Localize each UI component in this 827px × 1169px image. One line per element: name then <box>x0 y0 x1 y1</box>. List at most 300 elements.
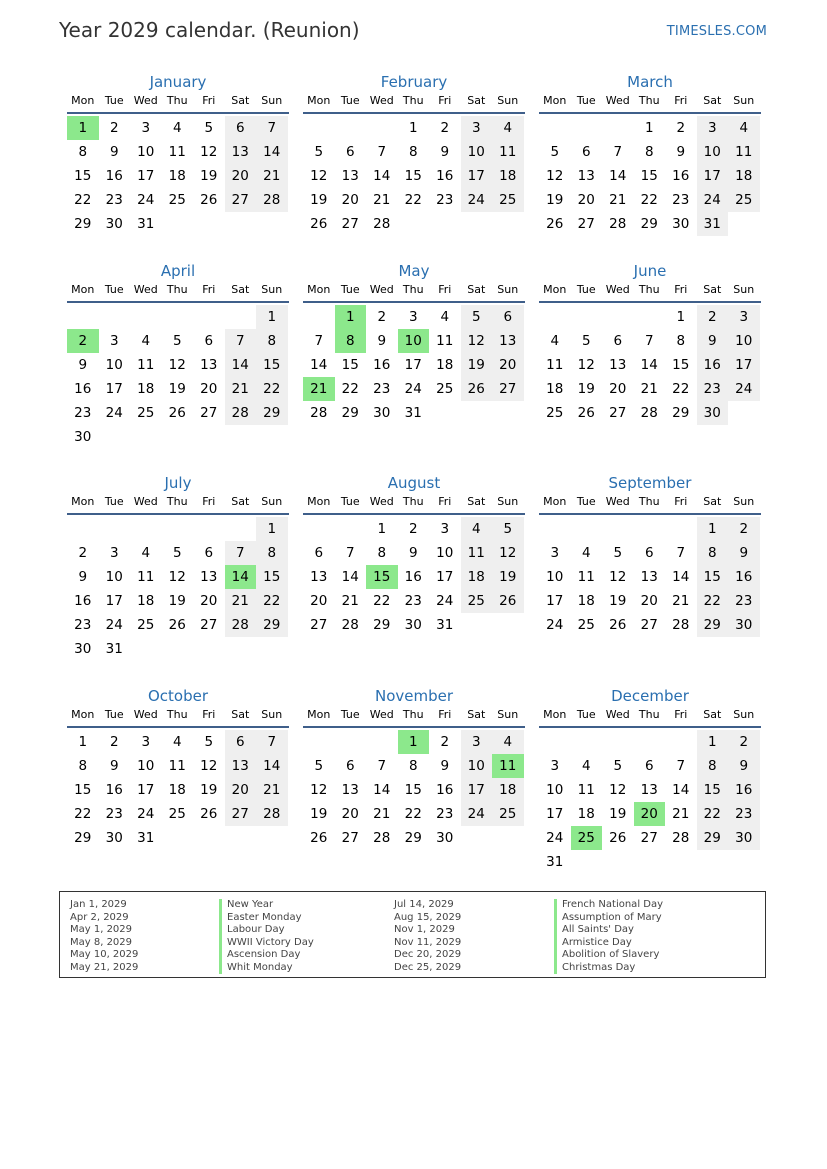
day-cell: 21 <box>640 381 658 397</box>
day-cell: 13 <box>577 168 595 184</box>
day-cell: 6 <box>581 144 591 160</box>
day-cell: 28 <box>609 216 627 232</box>
day-cell: 19 <box>310 806 328 822</box>
day-empty <box>366 730 398 754</box>
day-cell: 25 <box>137 405 155 421</box>
day-cell: 5 <box>581 333 591 349</box>
weekday-label: Thu <box>638 708 660 721</box>
day-cell: 24 <box>461 188 493 212</box>
day-cell: 15 <box>74 782 92 798</box>
day-cell: 9 <box>697 329 729 353</box>
day-cell: 15 <box>640 168 658 184</box>
day-cell: 11 <box>577 569 595 585</box>
day-cell: 19 <box>609 806 627 822</box>
day-cell: 8 <box>78 758 88 774</box>
day-cell: 27 <box>200 617 218 633</box>
day-cell: 14 <box>640 357 658 373</box>
day-cell: 16 <box>74 381 92 397</box>
holiday-date: Jul 14, 2029 <box>394 899 454 910</box>
day-cell: 23 <box>105 806 123 822</box>
day-cell: 16 <box>728 778 760 802</box>
day-cell: 25 <box>168 806 186 822</box>
day-cell: 4 <box>492 116 524 140</box>
holiday-name: New Year <box>227 899 274 910</box>
day-cell: 24 <box>436 593 454 609</box>
day-cell: 19 <box>609 593 627 609</box>
day-cell: 3 <box>440 521 450 537</box>
day-cell: 9 <box>440 758 450 774</box>
day-cell: 30 <box>74 429 92 445</box>
day-cell: 29 <box>256 401 288 425</box>
day-grid <box>303 305 525 425</box>
month-name: October <box>147 687 209 705</box>
day-cell: 10 <box>105 357 123 373</box>
day-cell: 29 <box>74 216 92 232</box>
month-may <box>303 261 525 425</box>
day-cell: 15 <box>404 782 422 798</box>
holiday-day: 20 <box>634 802 666 826</box>
day-cell: 22 <box>74 806 92 822</box>
day-cell: 27 <box>200 405 218 421</box>
day-cell: 24 <box>105 405 123 421</box>
day-cell: 20 <box>341 806 359 822</box>
weekday-label: Sat <box>231 94 250 107</box>
weekday-label: Mon <box>543 283 567 296</box>
day-cell: 15 <box>404 168 422 184</box>
day-cell: 17 <box>404 357 422 373</box>
holiday-day: 1 <box>398 730 430 754</box>
day-cell: 22 <box>404 192 422 208</box>
day-cell: 28 <box>256 802 288 826</box>
day-cell: 12 <box>492 541 524 565</box>
day-cell: 11 <box>577 782 595 798</box>
month-october <box>67 686 289 850</box>
holiday-dates-right <box>394 899 544 974</box>
weekday-label: Fri <box>202 708 216 721</box>
day-empty <box>602 730 634 754</box>
weekday-label: Fri <box>438 495 452 508</box>
day-cell: 14 <box>672 569 690 585</box>
day-cell: 13 <box>225 754 257 778</box>
day-cell: 21 <box>373 192 391 208</box>
day-cell: 1 <box>697 517 729 541</box>
day-cell: 28 <box>373 830 391 846</box>
day-cell: 28 <box>225 613 257 637</box>
month-name: January <box>149 73 207 91</box>
weekday-label: Fri <box>674 94 688 107</box>
day-cell: 6 <box>225 730 257 754</box>
day-grid <box>67 517 289 661</box>
day-cell: 10 <box>461 754 493 778</box>
day-cell: 14 <box>225 353 257 377</box>
day-cell: 2 <box>78 545 88 561</box>
day-cell: 16 <box>728 565 760 589</box>
day-cell: 3 <box>109 545 119 561</box>
weekday-label: Mon <box>307 708 331 721</box>
month-name: March <box>627 73 673 91</box>
day-empty <box>602 517 634 541</box>
weekday-label: Tue <box>576 708 596 721</box>
month-january <box>67 72 289 236</box>
day-cell: 27 <box>492 377 524 401</box>
weekday-label: Mon <box>71 283 95 296</box>
day-cell: 3 <box>408 309 418 325</box>
day-cell: 10 <box>461 140 493 164</box>
weekday-label: Fri <box>202 94 216 107</box>
day-cell: 8 <box>78 144 88 160</box>
weekday-label: Mon <box>71 495 95 508</box>
day-cell: 24 <box>137 192 155 208</box>
holiday-name: Christmas Day <box>562 961 636 973</box>
day-cell: 17 <box>137 168 155 184</box>
weekday-label: Tue <box>104 283 124 296</box>
weekday-header <box>303 708 525 728</box>
weekday-label: Tue <box>340 94 360 107</box>
weekday-label: Fri <box>674 708 688 721</box>
weekday-label: Fri <box>438 708 452 721</box>
day-cell: 13 <box>609 357 627 373</box>
day-cell: 23 <box>404 593 422 609</box>
weekday-label: Mon <box>71 94 95 107</box>
day-cell: 19 <box>168 381 186 397</box>
day-cell: 1 <box>676 309 686 325</box>
weekday-header <box>67 495 289 515</box>
day-cell: 17 <box>697 164 729 188</box>
day-cell: 2 <box>440 734 450 750</box>
day-cell: 13 <box>200 569 218 585</box>
day-cell: 1 <box>78 734 88 750</box>
day-cell: 30 <box>728 826 760 850</box>
weekday-label: Sat <box>703 708 722 721</box>
day-cell: 5 <box>613 545 623 561</box>
day-empty <box>665 517 697 541</box>
day-cell: 11 <box>137 569 155 585</box>
day-cell: 28 <box>672 830 690 846</box>
day-cell: 10 <box>546 569 564 585</box>
day-cell: 27 <box>609 405 627 421</box>
weekday-label: Fri <box>438 283 452 296</box>
holiday-day: 1 <box>67 116 99 140</box>
day-cell: 13 <box>310 569 328 585</box>
day-empty <box>571 730 603 754</box>
day-cell: 21 <box>672 593 690 609</box>
weekday-label: Thu <box>166 94 188 107</box>
day-cell: 28 <box>672 617 690 633</box>
day-cell: 6 <box>204 545 214 561</box>
day-cell: 1 <box>377 521 387 537</box>
weekday-label: Sat <box>467 495 486 508</box>
weekday-label: Thu <box>166 283 188 296</box>
holiday-day: 14 <box>225 565 257 589</box>
day-cell: 11 <box>728 140 760 164</box>
day-cell: 27 <box>225 802 257 826</box>
day-cell: 15 <box>74 168 92 184</box>
weekday-label: Tue <box>576 283 596 296</box>
day-cell: 9 <box>440 144 450 160</box>
day-empty <box>193 517 225 541</box>
month-name: February <box>380 73 448 91</box>
day-cell: 10 <box>546 782 564 798</box>
weekday-label: Wed <box>133 495 158 508</box>
weekday-label: Thu <box>402 283 424 296</box>
weekday-label: Wed <box>605 283 630 296</box>
day-cell: 22 <box>672 381 690 397</box>
day-cell: 16 <box>436 168 454 184</box>
day-cell: 8 <box>697 541 729 565</box>
day-empty <box>303 517 335 541</box>
weekday-label: Sat <box>231 708 250 721</box>
day-cell: 25 <box>728 188 760 212</box>
day-cell: 26 <box>310 830 328 846</box>
day-cell: 30 <box>436 830 454 846</box>
day-cell: 9 <box>408 545 418 561</box>
day-cell: 17 <box>105 593 123 609</box>
day-grid <box>67 305 289 449</box>
day-empty <box>571 305 603 329</box>
day-grid <box>539 305 761 425</box>
day-cell: 27 <box>341 216 359 232</box>
weekday-label: Sat <box>467 94 486 107</box>
weekday-label: Thu <box>638 495 660 508</box>
day-cell: 9 <box>728 754 760 778</box>
day-cell: 30 <box>697 401 729 425</box>
day-cell: 5 <box>172 545 182 561</box>
weekday-label: Mon <box>307 495 331 508</box>
month-june <box>539 261 761 425</box>
day-grid <box>539 730 761 874</box>
day-cell: 31 <box>436 617 454 633</box>
day-cell: 18 <box>436 357 454 373</box>
weekday-label: Wed <box>133 283 158 296</box>
day-cell: 22 <box>697 589 729 613</box>
day-cell: 19 <box>461 353 493 377</box>
day-cell: 5 <box>492 517 524 541</box>
holiday-day: 1 <box>335 305 367 329</box>
day-cell: 16 <box>404 569 422 585</box>
day-cell: 17 <box>105 381 123 397</box>
day-empty <box>99 517 131 541</box>
day-empty <box>303 116 335 140</box>
month-april <box>67 261 289 449</box>
day-cell: 6 <box>204 333 214 349</box>
day-cell: 18 <box>546 381 564 397</box>
month-december <box>539 686 761 874</box>
weekday-label: Tue <box>104 708 124 721</box>
month-name: August <box>387 474 441 492</box>
day-cell: 19 <box>492 565 524 589</box>
day-empty <box>225 305 257 329</box>
holiday-name: Abolition of Slavery <box>562 949 660 960</box>
day-cell: 16 <box>74 593 92 609</box>
day-cell: 7 <box>314 333 324 349</box>
month-name: June <box>633 262 667 280</box>
day-cell: 19 <box>200 782 218 798</box>
day-cell: 18 <box>461 565 493 589</box>
day-cell: 16 <box>697 353 729 377</box>
day-empty <box>162 517 194 541</box>
day-cell: 8 <box>676 333 686 349</box>
day-cell: 23 <box>373 381 391 397</box>
day-cell: 31 <box>697 212 729 236</box>
day-cell: 21 <box>256 164 288 188</box>
day-cell: 18 <box>492 778 524 802</box>
day-cell: 28 <box>256 188 288 212</box>
day-cell: 30 <box>672 216 690 232</box>
day-cell: 3 <box>728 305 760 329</box>
holiday-name: All Saints' Day <box>562 924 634 935</box>
day-cell: 1 <box>697 730 729 754</box>
weekday-label: Sat <box>467 708 486 721</box>
day-cell: 11 <box>461 541 493 565</box>
day-empty <box>193 305 225 329</box>
day-cell: 24 <box>137 806 155 822</box>
day-cell: 25 <box>137 617 155 633</box>
day-cell: 8 <box>644 144 654 160</box>
day-cell: 21 <box>256 778 288 802</box>
day-cell: 21 <box>341 593 359 609</box>
day-cell: 29 <box>672 405 690 421</box>
weekday-label: Sun <box>733 708 755 721</box>
month-september <box>539 473 761 637</box>
day-cell: 16 <box>105 782 123 798</box>
day-cell: 1 <box>256 517 288 541</box>
day-cell: 14 <box>373 168 391 184</box>
day-cell: 2 <box>728 517 760 541</box>
weekday-label: Sun <box>261 495 283 508</box>
day-cell: 16 <box>672 168 690 184</box>
weekday-label: Sun <box>733 283 755 296</box>
day-cell: 4 <box>461 517 493 541</box>
holiday-date: Apr 2, 2029 <box>70 911 129 923</box>
day-cell: 19 <box>577 381 595 397</box>
day-cell: 7 <box>613 144 623 160</box>
day-cell: 22 <box>373 593 391 609</box>
day-cell: 12 <box>168 569 186 585</box>
day-cell: 21 <box>225 377 257 401</box>
day-grid <box>539 116 761 236</box>
weekday-label: Sat <box>231 283 250 296</box>
day-cell: 19 <box>200 168 218 184</box>
day-cell: 31 <box>137 216 155 232</box>
day-cell: 18 <box>168 168 186 184</box>
weekday-label: Thu <box>402 94 424 107</box>
day-cell: 8 <box>697 754 729 778</box>
day-cell: 23 <box>697 377 729 401</box>
day-cell: 4 <box>172 120 182 136</box>
weekday-header <box>67 283 289 303</box>
day-cell: 6 <box>314 545 324 561</box>
weekday-label: Mon <box>543 495 567 508</box>
day-cell: 26 <box>461 377 493 401</box>
weekday-label: Sun <box>497 94 519 107</box>
day-empty <box>634 517 666 541</box>
weekday-header <box>303 495 525 515</box>
holiday-name: WWII Victory Day <box>227 936 314 948</box>
day-cell: 18 <box>728 164 760 188</box>
weekday-label: Fri <box>674 495 688 508</box>
weekday-label: Tue <box>104 495 124 508</box>
weekday-label: Wed <box>605 495 630 508</box>
day-cell: 10 <box>436 545 454 561</box>
day-cell: 26 <box>609 830 627 846</box>
holiday-date: Dec 20, 2029 <box>394 949 462 960</box>
day-cell: 18 <box>137 593 155 609</box>
day-empty <box>335 517 367 541</box>
day-cell: 6 <box>345 758 355 774</box>
day-cell: 1 <box>408 120 418 136</box>
weekday-label: Sun <box>497 283 519 296</box>
holiday-name: Ascension Day <box>227 949 301 960</box>
day-cell: 18 <box>137 381 155 397</box>
day-empty <box>130 517 162 541</box>
day-cell: 25 <box>168 192 186 208</box>
day-cell: 25 <box>436 381 454 397</box>
day-cell: 12 <box>310 168 328 184</box>
weekday-label: Wed <box>369 94 394 107</box>
day-cell: 5 <box>314 758 324 774</box>
holiday-name: Easter Monday <box>227 911 302 923</box>
day-cell: 11 <box>546 357 564 373</box>
day-cell: 12 <box>609 782 627 798</box>
site-link[interactable]: TIMESLES.COM <box>666 24 767 39</box>
weekday-label: Sun <box>261 94 283 107</box>
weekday-label: Mon <box>543 708 567 721</box>
day-cell: 20 <box>225 164 257 188</box>
day-cell: 20 <box>577 192 595 208</box>
day-empty <box>571 517 603 541</box>
weekday-label: Sun <box>261 708 283 721</box>
day-cell: 2 <box>109 120 119 136</box>
day-cell: 8 <box>256 329 288 353</box>
month-name: December <box>611 687 689 705</box>
day-cell: 25 <box>546 405 564 421</box>
day-cell: 20 <box>200 381 218 397</box>
weekday-label: Mon <box>307 283 331 296</box>
weekday-label: Mon <box>71 708 95 721</box>
day-cell: 14 <box>672 782 690 798</box>
day-cell: 15 <box>697 565 729 589</box>
day-cell: 25 <box>492 188 524 212</box>
holiday-name: French National Day <box>562 899 664 910</box>
month-name: July <box>164 474 192 492</box>
weekday-label: Tue <box>340 708 360 721</box>
day-cell: 22 <box>404 806 422 822</box>
day-cell: 30 <box>105 216 123 232</box>
day-cell: 14 <box>609 168 627 184</box>
day-cell: 28 <box>225 401 257 425</box>
weekday-label: Sun <box>733 94 755 107</box>
day-cell: 15 <box>341 357 359 373</box>
day-cell: 7 <box>377 144 387 160</box>
day-cell: 29 <box>373 617 391 633</box>
day-cell: 14 <box>341 569 359 585</box>
day-cell: 4 <box>440 309 450 325</box>
day-cell: 29 <box>697 826 729 850</box>
day-cell: 7 <box>225 541 257 565</box>
day-cell: 5 <box>204 734 214 750</box>
weekday-label: Wed <box>369 495 394 508</box>
day-empty <box>602 116 634 140</box>
day-cell: 21 <box>672 806 690 822</box>
day-empty <box>665 730 697 754</box>
day-cell: 17 <box>546 593 564 609</box>
weekday-label: Sat <box>703 94 722 107</box>
holiday-dates-left <box>70 899 220 974</box>
weekday-label: Thu <box>638 94 660 107</box>
day-cell: 6 <box>492 305 524 329</box>
day-cell: 6 <box>644 758 654 774</box>
weekday-label: Tue <box>340 495 360 508</box>
